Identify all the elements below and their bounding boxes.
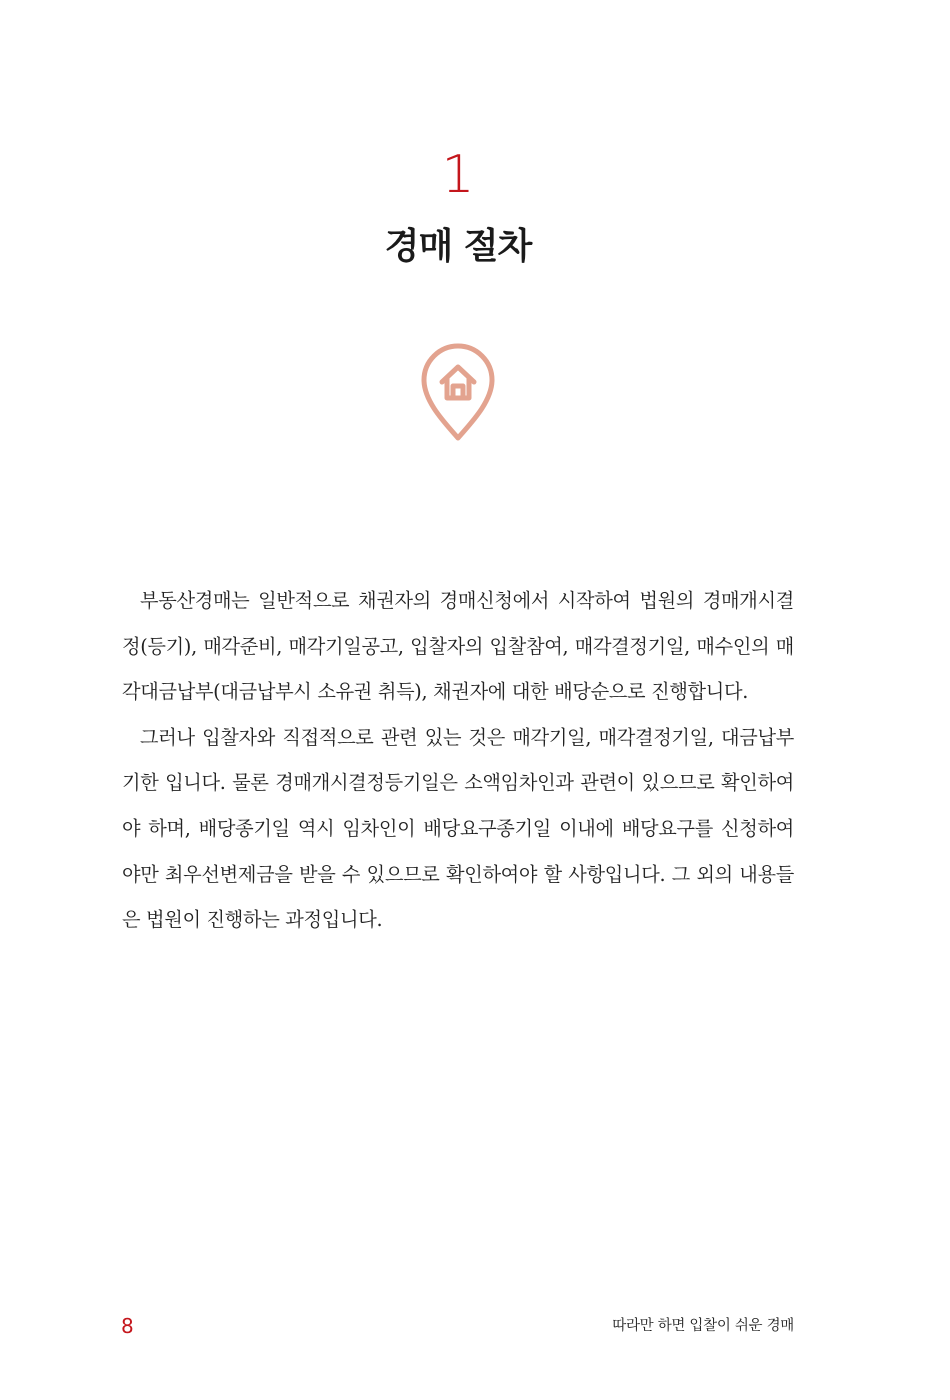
body-paragraph: 부동산경매는 일반적으로 채권자의 경매신청에서 시작하여 법원의 경매개시결정(등기), 매각준비, 매각기일공고, 입찰자의 입찰참여, 매각결정기일, 매수인의 매각대금납부(대금납부시 소유권 취득), 채권자에 대한 배당순으로 진행합니다. [122, 589, 794, 704]
location-house-pin-icon [418, 340, 498, 444]
chapter-body [122, 578, 794, 943]
body-paragraph: 그러나 입찰자와 직접적으로 관련 있는 것은 매각기일, 매각결정기일, 대금납부기한 입니다. 물론 경매개시결정등기일은 소액임차인과 관련이 있으므로 확인하여야 하며, 배당종기일 역시 임차인이 배당요구종기일 이내에 배당요구를 신청하여야만 최우선변제금을 받을 수 있으므로 확인하여야 할 사항입니다. 그 외의 내용들은 법원이 진행하는 과정입니다. [122, 725, 794, 932]
page-number: 8 [121, 1314, 134, 1338]
chapter-number: 1 [441, 145, 475, 205]
chapter-title: 경매 절차 [384, 226, 532, 267]
running-book-title: 따라만 하면 입찰이 쉬운 경매 [612, 1318, 794, 1334]
